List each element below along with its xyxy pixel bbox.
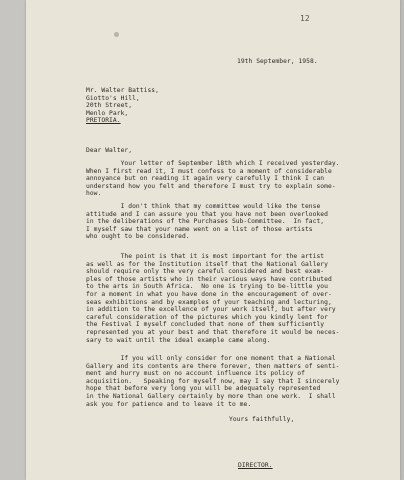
text-line: the Festival I myself concluded that none of them sufficiently <box>86 321 325 329</box>
text-line: attitude and I can assure you that you have not been overlooked <box>86 210 328 218</box>
paragraph-3 <box>86 253 340 344</box>
text-line: acquisition. Speaking for myself now, may I say that I sincerely <box>86 377 340 385</box>
text-line: who ought to be considered. <box>86 233 190 241</box>
recipient-address-line: 20th Street, <box>86 102 133 110</box>
text-line: The point is that it is most important for the artist <box>86 253 325 260</box>
recipient-city: PRETORIA. <box>86 117 121 125</box>
text-line: seas exhibitions and by examples of your teaching and lecturing, <box>86 298 332 306</box>
text-line: annoyance but on reading it again very carefully I think I can <box>86 175 325 183</box>
closing: Yours faithfully, <box>229 416 295 423</box>
text-line: in the National Gallery certainly by more than one work. I shall <box>86 392 336 400</box>
text-line: careful consideration of the pictures which you kindly lent for <box>86 313 328 321</box>
text-line: understand how you felt and therefore I must try to explain some- <box>86 182 336 190</box>
text-line: to the arts in South Africa. No one is trying to be-little you <box>86 283 328 291</box>
text-line: When I first read it, I must confess to a moment of considerable <box>86 167 332 175</box>
text-line: Gallery and its contents are there forever, then matters of senti- <box>86 362 340 370</box>
text-line: represented you at your best and that therefore it would be neces- <box>86 328 340 336</box>
text-line: as well as for the Institution itself that the National Gallery <box>86 260 328 268</box>
recipient-address-line: Giotto's Hill, <box>86 94 140 102</box>
text-line: how. <box>86 190 102 198</box>
text-line: in the deliberations of the Purchases Sub-Committee. In fact, <box>86 218 325 226</box>
text-line: I myself saw that your name went on a list of those artists <box>86 225 313 233</box>
text-line: I don't think that my committee would like the tense <box>86 203 321 210</box>
text-line: ment and hurry must on no account influence its policy of <box>86 370 305 378</box>
text-line: Your letter of September 18th which I received yesterday. <box>86 160 340 167</box>
text-line: ples of those artists who in their various ways have contributed <box>86 275 332 283</box>
text-line: hope that before very long you will be adequately represented <box>86 385 321 393</box>
signature-title: DIRECTOR. <box>238 462 273 469</box>
salutation: Dear Walter, <box>86 147 133 154</box>
paragraph-2 <box>86 203 328 241</box>
text-line: for a moment in what you have done in the encouragement of over- <box>86 290 332 298</box>
recipient-name: Mr. Walter Battiss, <box>86 87 159 94</box>
recipient-address <box>86 87 159 125</box>
text-line: ask you for patience and to leave it to me. <box>86 400 252 408</box>
background-strip <box>0 0 26 480</box>
paragraph-4 <box>86 355 340 408</box>
ink-mark <box>114 32 119 37</box>
recipient-address-line: Menlo Park, <box>86 109 129 117</box>
text-line: sary to wait until the ideal example came along. <box>86 336 271 344</box>
text-line: should require only the very careful considered and best exam- <box>86 268 325 276</box>
page-number: 12 <box>300 14 310 23</box>
paragraph-1 <box>86 160 340 198</box>
letter-date: 19th September, 1958. <box>237 58 318 65</box>
text-line: If you will only consider for one moment that a National <box>86 355 336 362</box>
text-line: in addition to the excellence of your work itself, but after very <box>86 306 336 314</box>
